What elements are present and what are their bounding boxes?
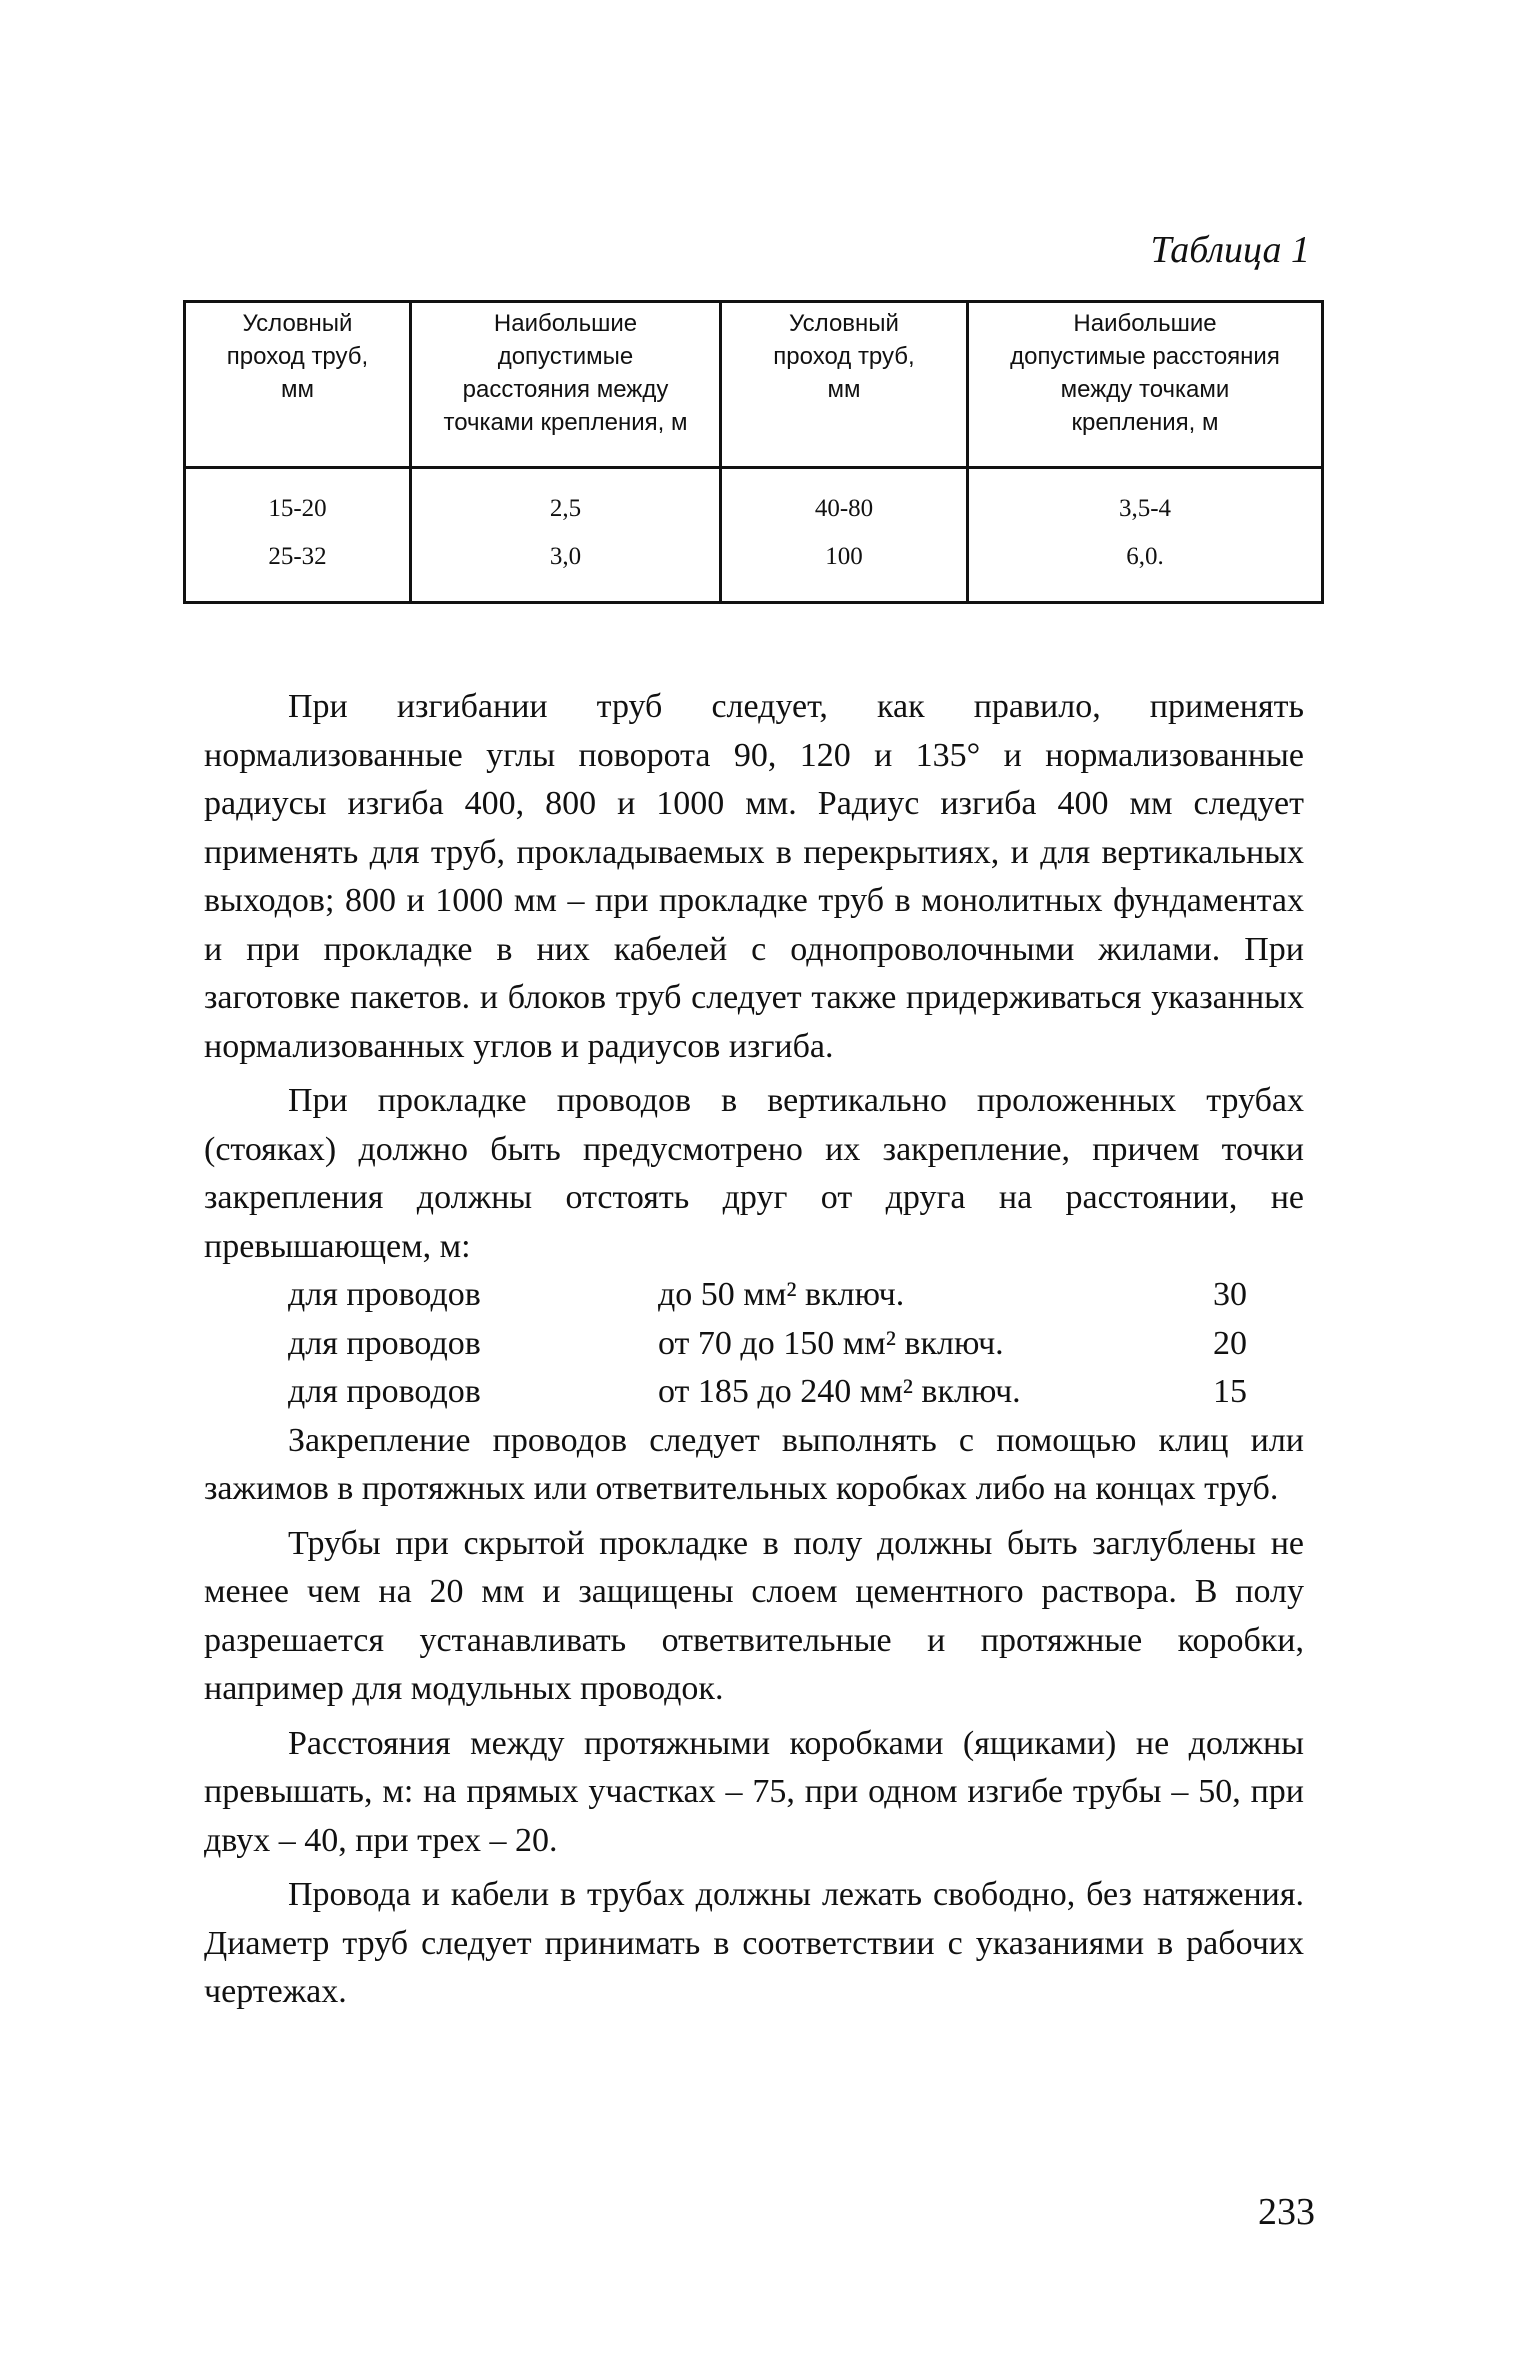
table-body: [185, 468, 1323, 603]
paragraph: Трубы при скрытой прокладке в полу должны быть заглублены не менее чем на 20 мм и защищены слоем цементного раствора. В полу разрешается устанавливать ответвительные и протяжные коробки, например для модульных проводок.: [204, 1524, 1304, 1707]
limit-range: от 185 до 240 мм² включ.: [658, 1373, 1021, 1410]
limit-value: 30: [1213, 1276, 1247, 1313]
limit-value: 20: [1213, 1324, 1247, 1362]
page-number: 233: [1258, 2191, 1315, 2233]
paragraph: Провода и кабели в трубах должны лежать свободно, без натяжения. Диаметр труб следует принимать в соответствии с указаниями в рабочих чертежах.: [204, 1876, 1304, 2010]
paragraph: При изгибании труб следует, как правило, применять нормализованные углы поворота 90, 120 и 135° и нормализованные радиусы изгиба 400, 800 и 1000 мм. Радиус изгиба 400 мм следует применять для труб, прокладываемых в перекрытиях, и для вертикальных выходов; 800 и 1000 мм – при прокладке труб в монолитных фундаментах и при прокладке в них кабелей с однопроволочными жилами. При заготовке пакетов. и блоков труб следует также придерживаться указанных нормализованных углов и радиусов изгиба.: [204, 688, 1304, 1065]
body-text: [204, 683, 1304, 2017]
pipe-spacing-table: [183, 300, 1324, 604]
header-max-distance-1: Наибольшие допустимые расстояния между точками крепления, м: [411, 302, 721, 468]
limit-range: от 70 до 150 мм² включ.: [658, 1324, 1004, 1362]
table-cell: 2,5 3,0: [411, 468, 721, 603]
limit-label: для проводов: [288, 1276, 481, 1313]
table-caption: Таблица 1: [1150, 229, 1310, 271]
list-item: [204, 1320, 1304, 1369]
table-cell: 3,5-4 6,0.: [968, 468, 1323, 603]
table-cell: 40-80 100: [721, 468, 968, 603]
limit-label: для проводов: [288, 1324, 481, 1362]
limit-value: 15: [1213, 1373, 1247, 1410]
list-item: [204, 1271, 1304, 1320]
paragraph: Расстояния между протяжными коробками (ящиками) не должны превышать, м: на прямых участках – 75, при одном изгибе трубы – 50, при двух – 40, при трех – 20.: [204, 1724, 1304, 1859]
header-nominal-bore-2: Условный проход труб, мм: [721, 302, 968, 468]
table-header-row: [185, 302, 1323, 468]
table-cell: 15-20 25-32: [185, 468, 411, 603]
header-max-distance-2: Наибольшие допустимые расстояния между точками крепления, м: [968, 302, 1323, 468]
paragraph: При прокладке проводов в вертикально проложенных трубах (стояках) должно быть предусмотрено их закрепление, причем точки закрепления должны отстоять друг от друга на расстоянии, не превышающем, м:: [204, 1082, 1304, 1265]
distance-limits-list: [204, 1271, 1304, 1417]
paragraph: Закрепление проводов следует выполнять с помощью клиц или зажимов в протяжных или ответвительных коробках либо на концах труб.: [204, 1421, 1304, 1507]
list-item: [204, 1368, 1304, 1417]
limit-label: для проводов: [288, 1373, 481, 1410]
limit-range: до 50 мм² включ.: [658, 1276, 905, 1313]
header-nominal-bore-1: Условный проход труб, мм: [185, 302, 411, 468]
